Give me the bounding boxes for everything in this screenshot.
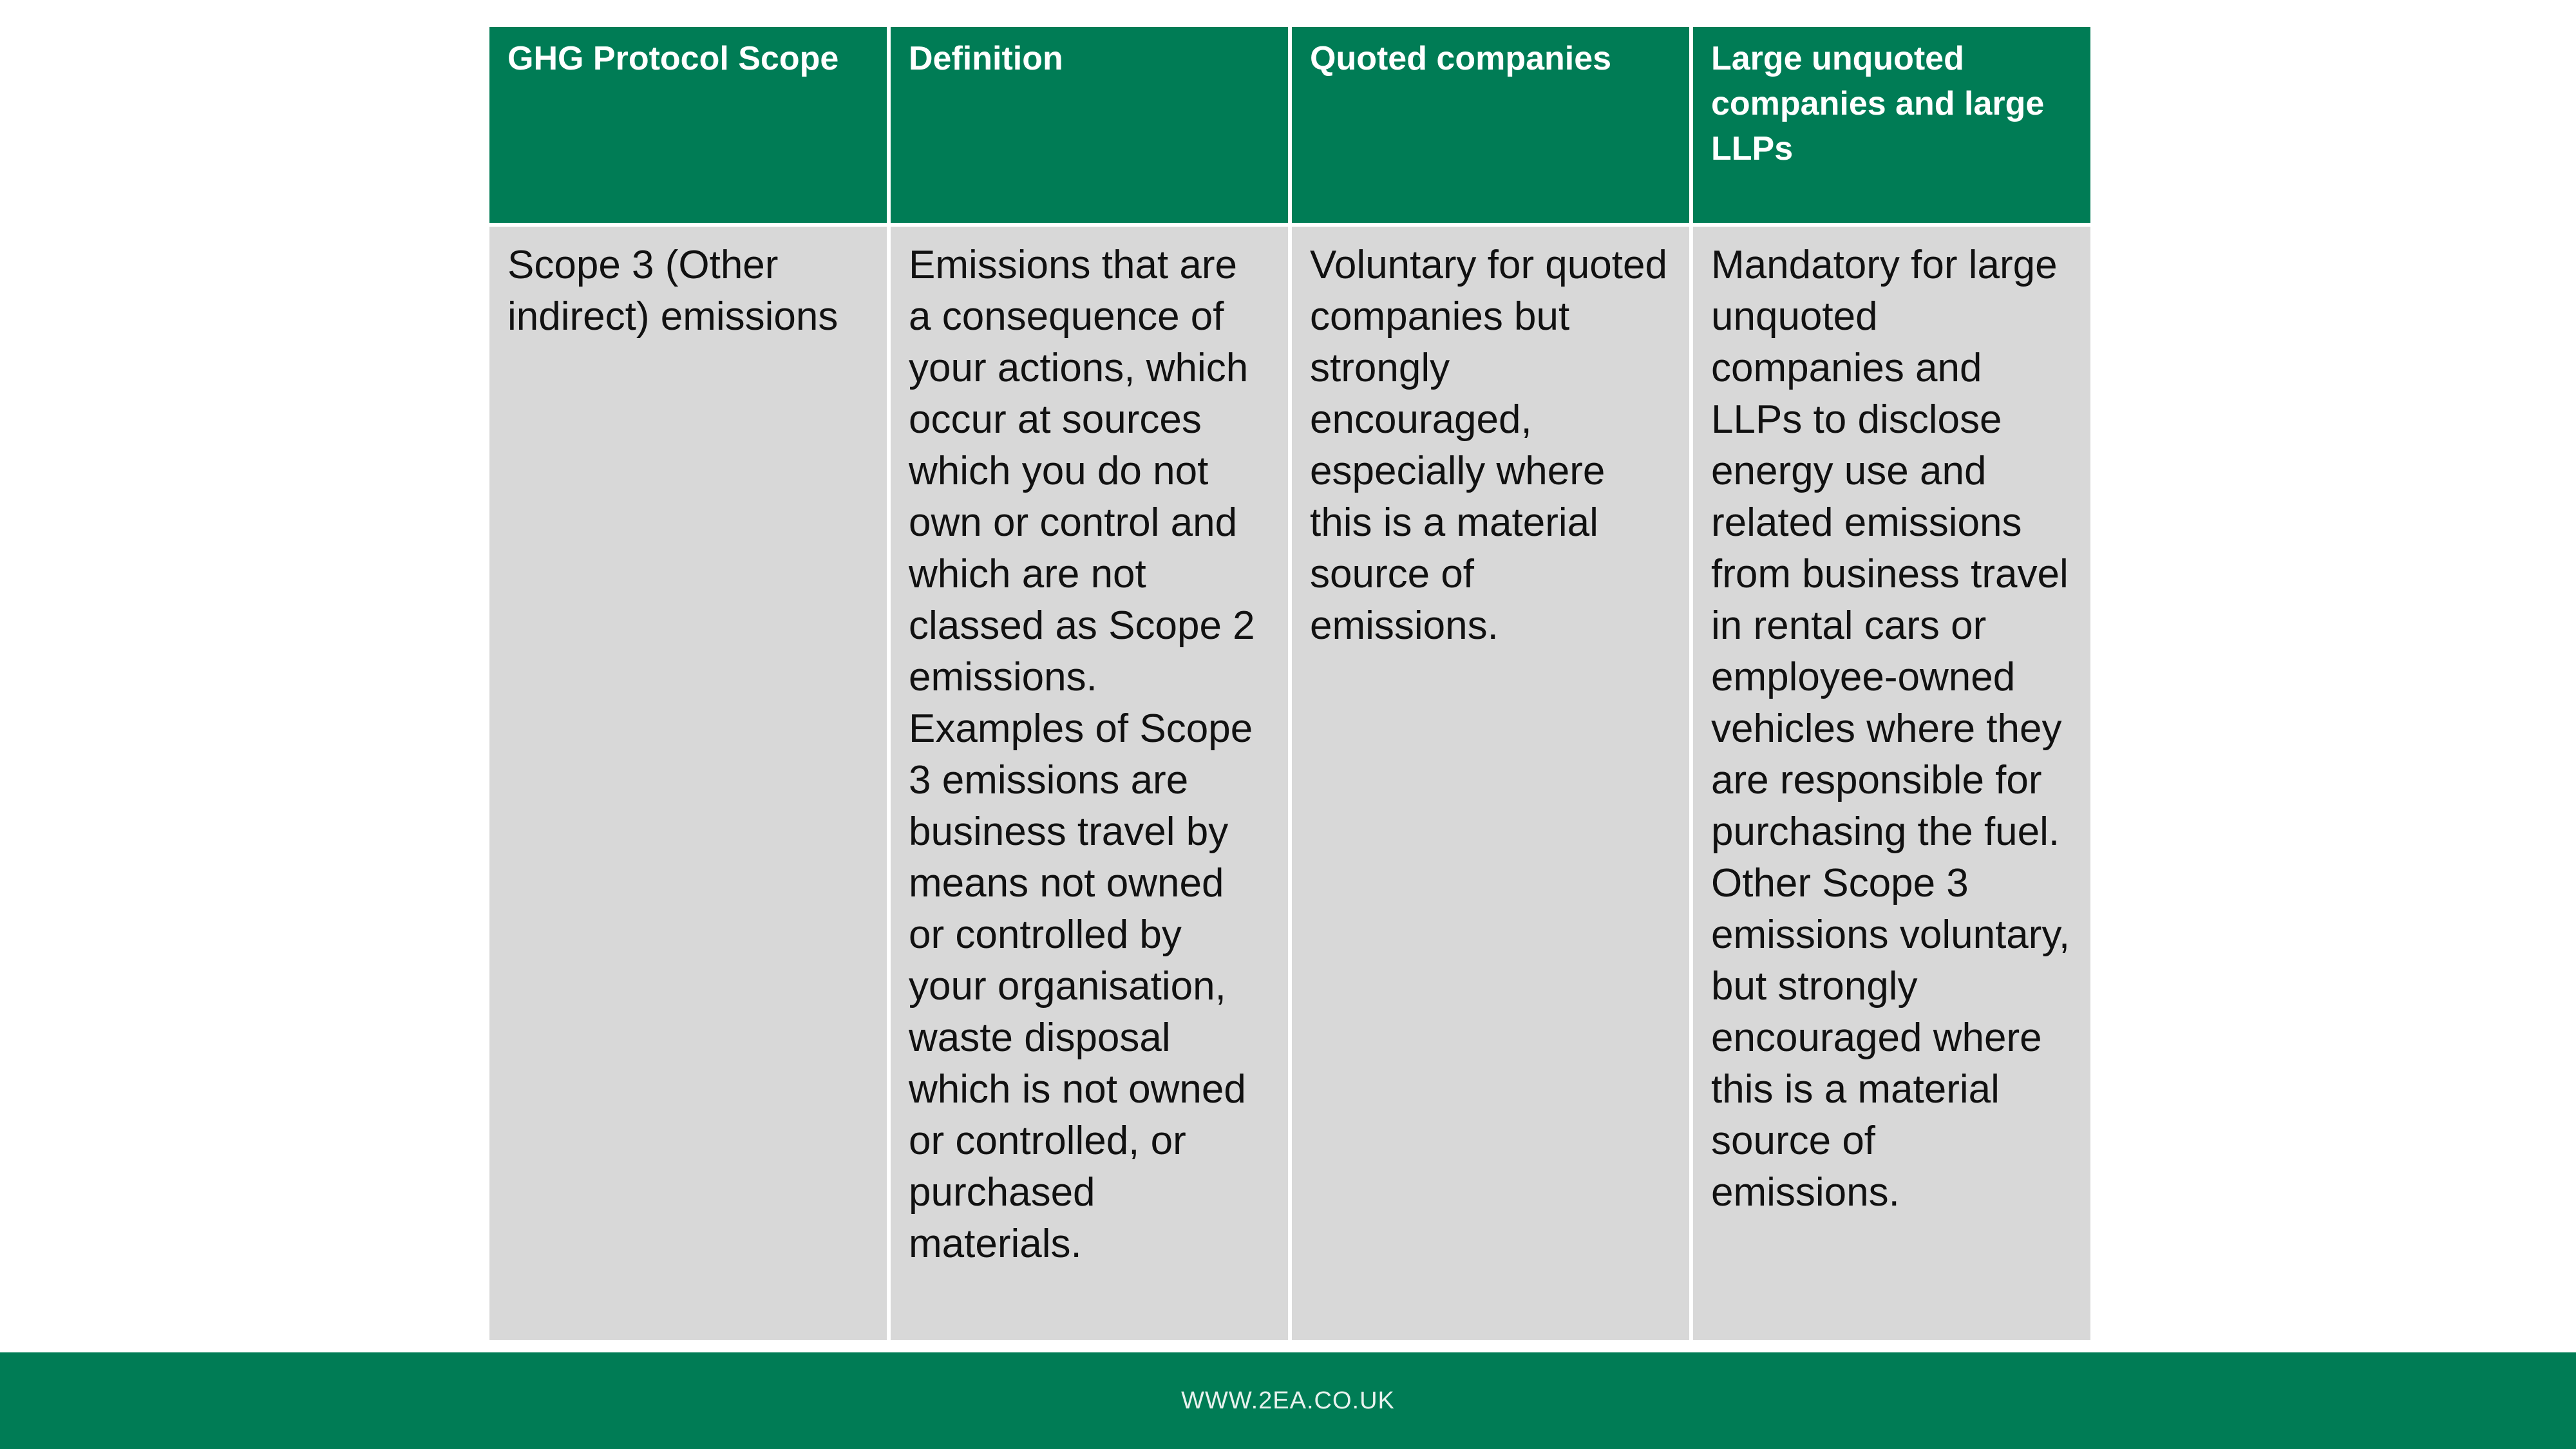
cell-scope: Scope 3 (Other indirect) emissions — [488, 225, 889, 1342]
cell-definition: Emissions that are a consequence of your actions, which occur at sources which you do not own or control and which are not classed as Scope 2 emissions. Examples of Scope 3 emissions are business travel by means not owned or controlled by your organisation, waste disposal which is not owned or controlled, or purchased materials. — [889, 225, 1290, 1342]
header-definition: Definition — [889, 25, 1290, 225]
header-ghg-protocol-scope: GHG Protocol Scope — [488, 25, 889, 225]
header-quoted-companies: Quoted companies — [1290, 25, 1691, 225]
header-large-unquoted-companies: Large unquoted companies and large LLPs — [1691, 25, 2092, 225]
cell-large-unquoted-companies: Mandatory for large unquoted companies and LLPs to disclose energy use and related emissions from business travel in rental cars or employee-owned vehicles where they are responsible for purchasing the fuel. Other Scope 3 emissions voluntary, but strongly encouraged where this is a material source of emissions. — [1691, 225, 2092, 1342]
table-row — [488, 225, 2092, 1342]
footer-website-text: WWW.2EA.CO.UK — [1181, 1387, 1395, 1414]
footer-bar — [0, 1352, 2576, 1449]
cell-quoted-companies: Voluntary for quoted companies but strongly encouraged, especially where this is a material source of emissions. — [1290, 225, 1691, 1342]
scope-table-container — [486, 23, 2090, 1344]
table-header-row — [488, 25, 2092, 225]
scope-table — [486, 23, 2094, 1344]
